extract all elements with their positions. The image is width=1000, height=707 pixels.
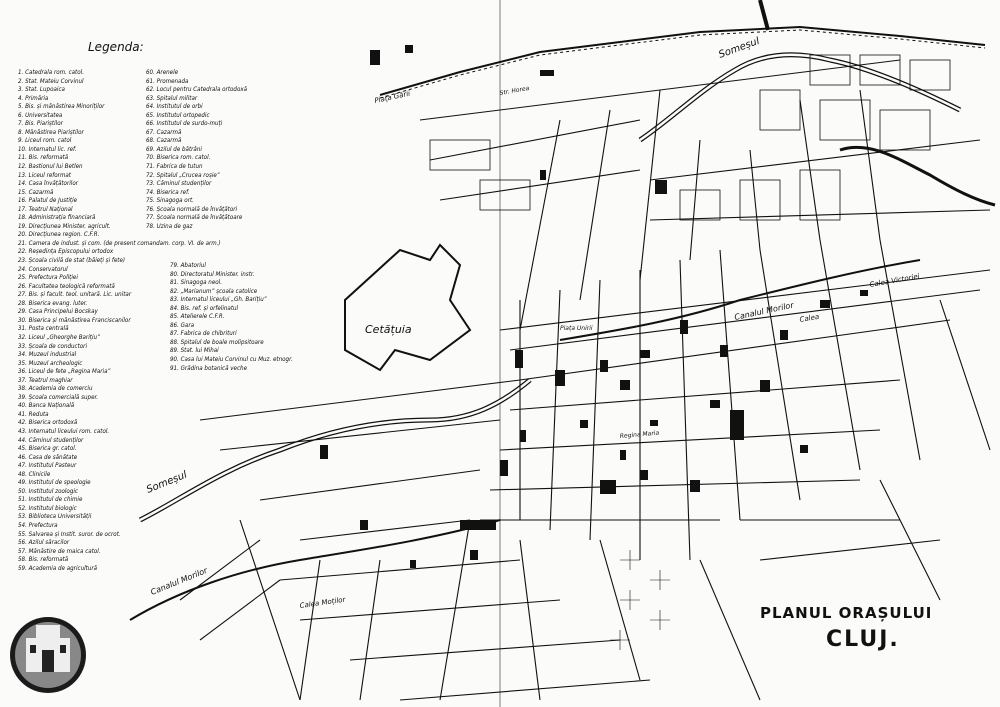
legend-item: 13. Liceul reformat [18,171,71,179]
railway-ties [380,30,985,98]
legend-item: 90. Casa lui Mateiu Corvinul cu Muz. etnogr. [170,356,293,364]
label-cetatuia: Cetățuia [365,323,412,336]
legend-item: 59. Academia de agricultură [18,564,98,572]
legend-item: 12. Bastionul lui Betlen [18,163,83,171]
legend-item: 16. Palatul de Justiție [18,197,78,205]
legend-item: 53. Biblioteca Universității [18,513,92,521]
legend-item: 26. Facultatea teologică reformată [18,282,115,290]
legend-item: 89. Stat. lui Mihai [170,347,219,355]
legend-item: 77. Școala normală de învățătoare [146,214,243,222]
legend-item: 71. Fabrica de tutun [146,163,203,171]
label-canalul-morilor-e: Canalul Morilor [733,300,795,322]
legend-item: 56. Azilul săracilor [18,539,70,547]
label-calea-victoriei: Calea Victoriei [868,272,921,289]
label-regina-maria: Regina Maria [619,429,660,440]
legend-item: 43. Internatul liceului rom. catol. [18,427,110,435]
legend-item: 87. Fabrica de chibrituri [170,330,237,338]
legend-item: 1. Catedrala rom. catol. [18,69,84,76]
legend-item: 65. Institutul ortopedic [146,111,210,119]
legend-item: 88. Spitalul de boale molipsitoare [170,338,264,346]
legend-item: 82. „Marianum” școala catolice [170,287,258,295]
legend-item: 58. Bis. reformată [18,556,69,564]
legend-item: 25. Prefectura Poliției [18,274,78,282]
legend-item: 9. Liceul rom. catol [18,137,72,145]
river-branch-e [840,147,995,205]
legend-column-3 [170,262,370,373]
legend-item: 24. Conservatorul [18,265,68,273]
legend-item: 50. Institutul zoologic [18,487,78,495]
legend-item: 61. Promenada [146,77,189,85]
legend-item: 17. Teatrul Național [18,205,73,213]
legend-item: 48. Clinicile [18,470,51,478]
map-title-line-1: PLANUL ORAȘULUI [760,604,933,622]
legend-item: 21. Camera de indust. și com. (de present comandam. corp. VI. de arm.) [18,239,221,247]
legend-item: 78. Uzina de gaz [146,222,193,230]
legend-item: 19. Direcțiunea Minister. agricult. [18,222,111,230]
legend-item: 2. Stat. Mateiu Corvinul [18,77,84,85]
legend-item: 11. Bis. reformată [18,154,69,162]
legend-item: 60. Arenele [146,69,179,76]
legend-item: 69. Azilul de bătrâni [146,145,202,153]
north-blocks [430,55,950,220]
legend-item: 72. Spitalul „Crucea roșie” [146,171,220,179]
legend-item: 70. Biserica rom. catol. [146,154,211,162]
legend-item: 84. Bis. ref. și orfelinatul [170,304,239,312]
legend-item: 41. Reduta [18,410,49,418]
legend-item: 51. Institutul de chimie [18,496,83,504]
legend-item: 86. Gara [170,321,195,329]
legend-item: 6. Universitatea [18,111,63,119]
legend-item: 3. Stat. Lupoaica [18,86,65,94]
legend-item: 31. Posta centrală [18,325,69,333]
label-calea: Calea [798,312,820,324]
city-seal [10,617,86,693]
legend-item: 68. Cazarmă [146,137,182,145]
legend-item: 67. Cazarmă [146,128,182,136]
legend-item: 7. Bis. Piariștilor [18,120,63,128]
legend-item: 73. Căminul studenților [146,180,212,188]
legend-item: 15. Cazarmă [18,188,54,196]
legend-item: 29. Casa Principelui Bocskay [18,308,98,316]
legend-item: 79. Abatoriul [170,262,206,269]
legend-item: 76. Școala normală de învățători [146,205,238,213]
label-str-horea: Str. Horea [499,84,530,97]
legend-item: 64. Institutul de orbi [146,103,203,111]
legend-item: 91. Grădina botanică veche [170,364,247,372]
legend-item: 28. Biserica evang. luter. [18,299,88,307]
legend-item: 22. Reședința Episcopului ortodox [18,248,114,256]
label-calea-motilor: Calea Moților [299,595,346,610]
legend-item: 33. Școala de conductori [18,342,88,350]
river-north [760,0,768,30]
legend-item: 54. Prefectura [18,521,58,529]
garden-area [610,550,670,650]
legend-item: 14. Casa învățătorilor [18,180,79,188]
legend-item: 62. Locul pentru Catedrala ortodoxă [146,86,248,94]
legend-item: 75. Sinagoga ort. [146,197,194,205]
legend-item: 45. Biserica gr. catol. [18,445,77,453]
legend-item: 55. Salvarea și Instit. suror. de ocrot. [18,530,121,538]
river-somes-w [140,380,530,520]
legend-item: 40. Banca Națională [18,402,75,410]
legend-item: 85. Atelierele C.F.R. [170,313,225,321]
river-somes-w-inner [140,380,530,520]
legend-item: 37. Teatrul maghiar [18,376,73,384]
label-somesul-w: Someșul [145,469,189,496]
legend-item: 36. Liceul de fete „Regina Maria” [18,368,111,376]
legend-item: 46. Casa de sănătate [18,453,78,461]
legend-item: 38. Academia de comerciu [18,385,93,393]
legend-item: 18. Administrația financiară [18,214,96,222]
legend-item: 49. Institutul de speologie [18,479,91,487]
map-title-line-2: CLUJ. [826,627,900,652]
legend-item: 10. Internatul lic. ref. [18,145,77,153]
legend-item: 63. Spitalul militar [146,94,198,102]
legend-item: 39. Școala comercială super. [18,393,98,401]
legend-item: 30. Biserica și mănăstirea Franciscanilor [18,316,131,324]
label-piata-unirii: Piața Unirii [560,325,593,332]
legend-item: 66. Institutul de surdo-muți [146,120,223,128]
legend-column-2 [146,69,334,231]
legend-item: 35. Muzeul archeologic [18,359,83,367]
legend-item: 4. Primăria [18,94,49,102]
legend-title: Legenda: [88,40,144,54]
label-piata-garii: Piața Gării [373,89,411,105]
legend-item: 42. Biserica ortodoxă [18,419,78,427]
canal-morilor-e [560,260,920,340]
legend-item: 83. Internatul liceului „Gh. Barițiu” [170,296,267,304]
label-canalul-morilor-sw: Canalul Morilor [149,565,209,597]
label-somesul-ne: Someșul [717,35,762,61]
legend-item: 47. Institutul Pasteur [18,462,77,470]
legend-item: 20. Direcțiunea region. C.F.R. [18,231,100,239]
legend-item: 23. Școala civilă de stat (băieți și fete) [18,257,126,265]
legend-item: 52. Institutul biologic [18,504,77,512]
legend-item: 8. Mănăstirea Piariștilor [18,128,84,136]
legend-item: 34. Muzeul industrial [18,351,77,359]
legend-item: 74. Biserica ref. [146,188,190,196]
legend-item: 5. Bis. și mănăstirea Minoriților [18,103,105,111]
legend-item: 32. Liceul „Gheorghe Barițiu” [18,333,100,341]
legend-item: 80. Directoratul Minister. instr. [170,270,255,278]
legend-item: 81. Sinagoga neol. [170,279,222,287]
legend-item: 44. Căminul studenților [18,436,84,444]
legend-item: 57. Mănăstire de maica catol. [18,547,101,555]
legend-item: 27. Bis. și facult. teol. unitară. Lic. unitar [18,291,132,299]
